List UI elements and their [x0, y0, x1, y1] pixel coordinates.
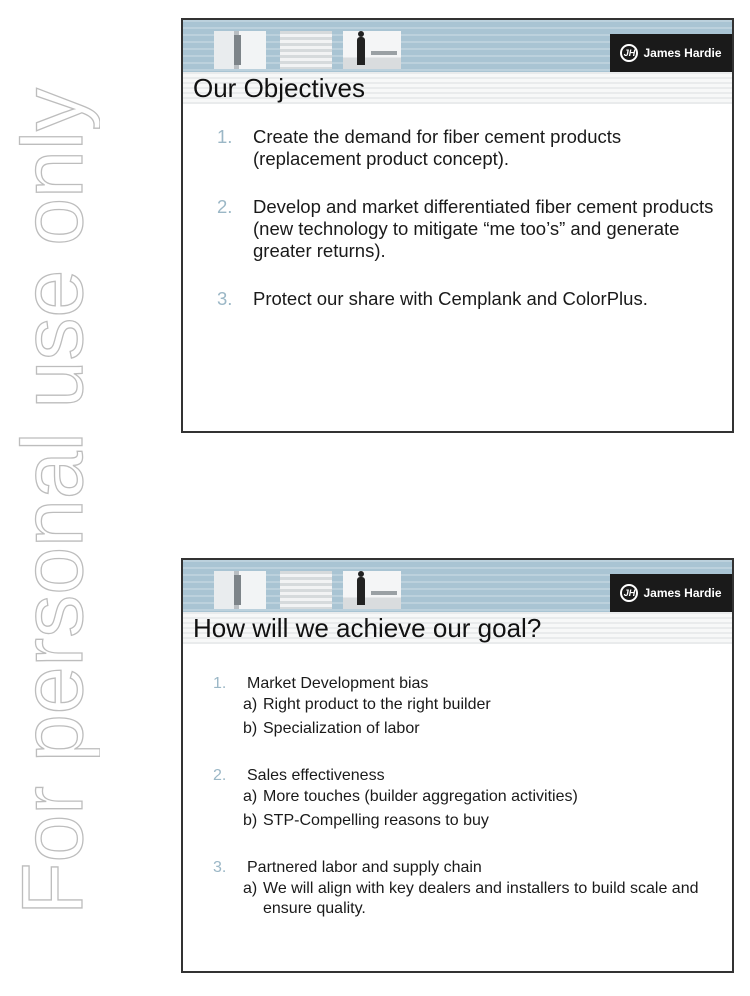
objectives-list	[217, 126, 717, 336]
sub-item	[243, 879, 723, 919]
banner-photo-man	[343, 31, 401, 69]
sub-item	[243, 811, 723, 831]
item-number: 1.	[217, 126, 233, 147]
list-item	[217, 126, 717, 170]
title-bar	[183, 612, 732, 644]
list-item	[217, 288, 717, 310]
title-bar	[183, 72, 732, 104]
jh-logo-icon: JH	[620, 584, 638, 602]
item-text: Sales effectiveness	[247, 767, 385, 784]
banner-photo-siding	[280, 571, 332, 609]
sub-item-text: More touches (builder aggregation activities)	[263, 788, 578, 805]
slide-title: How will we achieve our goal?	[193, 613, 542, 643]
sub-item-letter: b)	[243, 720, 258, 737]
sub-item-letter: a)	[243, 788, 258, 805]
item-number: 3.	[213, 859, 227, 876]
watermark-text: For personal use only	[5, 88, 100, 915]
item-number: 2.	[217, 196, 233, 217]
item-text: Protect our share with Cemplank and ColorPlus.	[253, 288, 648, 309]
james-hardie-logo	[610, 574, 732, 612]
banner-photo-doorway	[214, 571, 266, 609]
sub-item-text: We will align with key dealers and installers to build scale and ensure quality.	[263, 880, 699, 917]
item-text: Partnered labor and supply chain	[247, 859, 482, 876]
jh-logo-icon: JH	[620, 44, 638, 62]
banner-photo-doorway	[214, 31, 266, 69]
group-heading	[213, 673, 723, 695]
james-hardie-logo	[610, 34, 732, 72]
slide-our-objectives	[181, 18, 734, 433]
slide-banner	[183, 560, 732, 612]
slide-banner	[183, 20, 732, 72]
sub-item-letter: a)	[243, 696, 258, 713]
logo-text: James Hardie	[643, 46, 722, 60]
sub-item-letter: a)	[243, 880, 258, 897]
banner-photo-man	[343, 571, 401, 609]
item-number: 2.	[213, 767, 227, 784]
item-number: 1.	[213, 675, 227, 692]
sub-item-text: Right product to the right builder	[263, 696, 491, 713]
sub-item-letter: b)	[243, 812, 258, 829]
sub-item	[243, 787, 723, 807]
sub-item	[243, 695, 723, 715]
list-group	[213, 673, 723, 739]
item-text: Market Development bias	[247, 675, 429, 692]
slide-achieve-goal	[181, 558, 734, 973]
item-text: Create the demand for fiber cement products (replacement product concept).	[253, 126, 622, 169]
group-heading	[213, 857, 723, 879]
logo-text: James Hardie	[643, 586, 722, 600]
slide-title: Our Objectives	[193, 73, 365, 103]
sub-item	[243, 719, 723, 739]
list-group	[213, 857, 723, 919]
sub-item-text: STP-Compelling reasons to buy	[263, 812, 489, 829]
item-number: 3.	[217, 288, 233, 309]
personal-use-watermark	[0, 0, 100, 991]
banner-photo-siding	[280, 31, 332, 69]
goal-list	[213, 673, 723, 945]
sub-item-text: Specialization of labor	[263, 720, 420, 737]
list-item	[217, 196, 717, 262]
list-group	[213, 765, 723, 831]
group-heading	[213, 765, 723, 787]
item-text: Develop and market differentiated fiber cement products (new technology to mitigate “me too’s” and generate greater returns).	[253, 196, 714, 261]
